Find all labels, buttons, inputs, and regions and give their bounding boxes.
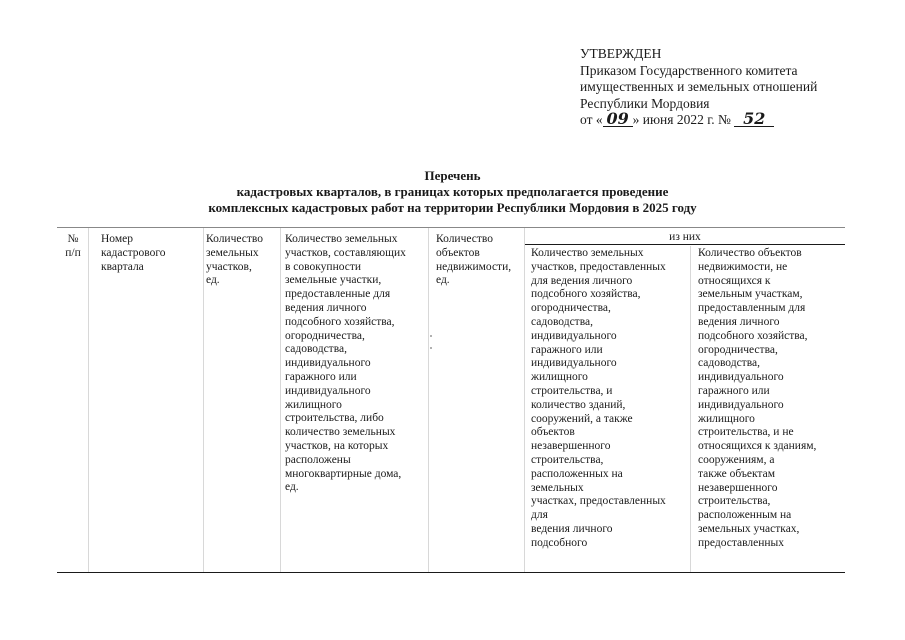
date-middle: » июня 2022 г. № (632, 112, 731, 127)
header-of-them: из них (669, 231, 701, 243)
header-plots-aggregate: Количество земельных участков, составляющих в совокупности земельные участки, предоставленные для ведения личного подсобного хозяйства, огородничества, садоводства, индивидуального гаражного или индивидуального жилищного строительства, либо количество земельных участков, на которых расположены многоквартирные дома, ед. (285, 233, 406, 494)
column-divider (203, 228, 204, 572)
column-divider (524, 228, 525, 572)
document-title (0, 168, 905, 216)
table-top-rule (57, 227, 845, 228)
header-number: № п/п (65, 233, 81, 259)
approval-order-line: Приказом Государственного комитета (580, 62, 798, 78)
header-quarter-number: Номер кадастрового квартала (101, 233, 166, 273)
column-divider (88, 228, 89, 572)
handwritten-number: 52 (734, 112, 774, 127)
subheader-other-property: Количество объектов недвижимости, не относящихся к земельным участкам, предоставленным для ведения личного подсобного хозяйства, огородничества, садоводства, индивидуального гаражного или индивидуального жилищного строительства, и не относящихся к зданиям, сооружениям, а также объектам незавершенного строительства, расположенным на земельных участках, предоставленных (698, 247, 817, 549)
approval-date-line (580, 109, 817, 129)
header-property-count: Количество объектов недвижимости, ед. (436, 233, 512, 287)
table-bottom-rule (57, 572, 845, 573)
title-line-1: Перечень (424, 168, 481, 183)
scan-speck (430, 335, 432, 337)
approval-committee-line: имущественных и земельных отношений (580, 79, 818, 94)
title-line-2: кадастровых кварталов, в границах которых предполагается проведение (236, 184, 669, 199)
column-divider (280, 228, 281, 572)
title-line-3: комплексных кадастровых работ на территории Республики Мордовия в 2025 году (208, 200, 697, 215)
approval-republic-line: Республики Мордовия (580, 95, 710, 111)
date-prefix: от « (580, 112, 603, 127)
handwritten-day: 09 (603, 112, 633, 127)
subheader-plots-and-buildings: Количество земельных участков, предоставленных для ведения личного подсобного хозяйства, огородничества, садоводства, индивидуального гаражного или индивидуального жилищного строительства, и количество зданий, сооружений, а также объектов незавершенного строительства, расположенных на земельных участках, предоставленных для ведения личного подсобного (531, 247, 666, 549)
approval-block (580, 46, 817, 129)
scan-speck (430, 347, 432, 349)
header-plots-count: Количество земельных участков, ед. (206, 233, 263, 287)
approval-heading: УТВЕРЖДЕН (580, 46, 662, 61)
